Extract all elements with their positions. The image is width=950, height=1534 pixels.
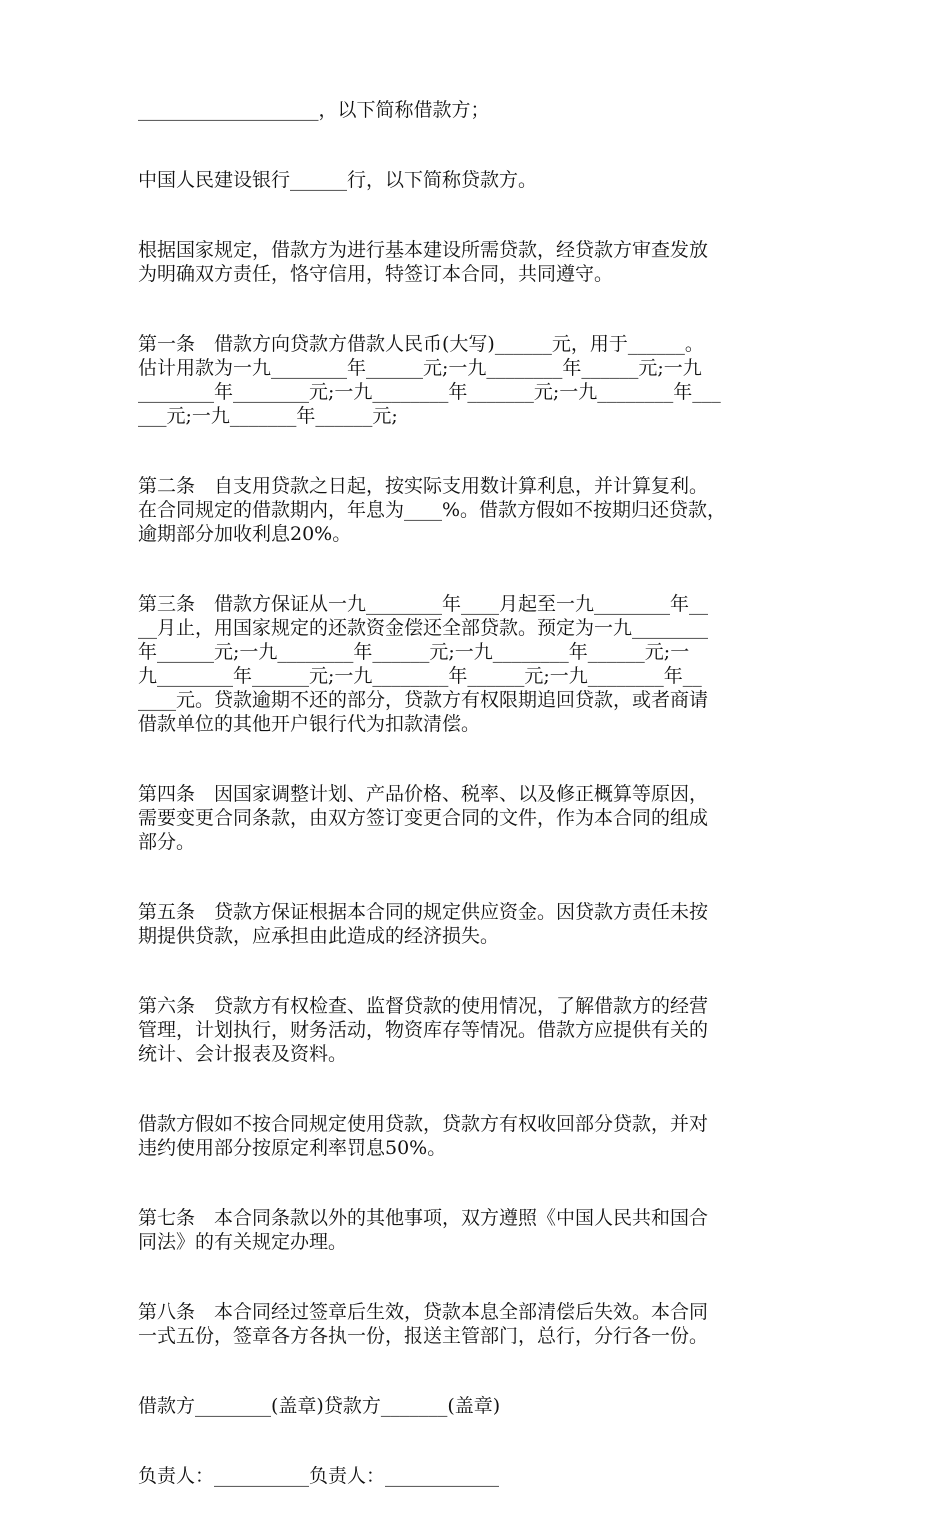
text-line: 部分。 xyxy=(138,831,196,853)
article-5 xyxy=(138,900,828,948)
text-line: ___元;一九_______年______元; xyxy=(138,405,398,427)
borrower-intro xyxy=(138,98,828,122)
responsible-person-line xyxy=(138,1464,828,1488)
preamble xyxy=(138,238,828,286)
article-2 xyxy=(138,474,828,546)
text-line: __月止，用国家规定的还款资金偿还全部贷款。预定为一九________ xyxy=(138,617,709,639)
article-1 xyxy=(138,332,828,428)
text-line: 借款单位的其他开户银行代为扣款清偿。 xyxy=(138,713,481,735)
text-line: ____元。贷款逾期不还的部分，贷款方有权限期追回贷款，或者商请 xyxy=(138,689,709,711)
text-line: 第二条 自支用贷款之日起，按实际支用数计算利息，并计算复利。 xyxy=(138,475,709,497)
text-line: 第七条 本合同条款以外的其他事项，双方遵照《中国人民共和国合 xyxy=(138,1207,709,1229)
text-line: 第五条 贷款方保证根据本合同的规定供应资金。因贷款方责任未按 xyxy=(138,901,709,923)
text-line: 第六条 贷款方有权检查、监督贷款的使用情况，了解借款方的经营 xyxy=(138,995,709,1017)
text-line: 统计、会计报表及资料。 xyxy=(138,1043,348,1065)
text-line: ________年________元;一九________年_______元;一九________年___ xyxy=(138,381,721,403)
text-line: 借款方________(盖章)贷款方_______(盖章) xyxy=(138,1395,501,1417)
text-line: 借款方假如不按合同规定使用贷款，贷款方有权收回部分贷款，并对 xyxy=(138,1113,709,1135)
text-line: 需要变更合同条款，由双方签订变更合同的文件，作为本合同的组成 xyxy=(138,807,709,829)
text-line: 在合同规定的借款期内，年息为____%。借款方假如不按期归还贷款， xyxy=(138,499,727,521)
text-line: 根据国家规定，借款方为进行基本建设所需贷款，经贷款方审查发放 xyxy=(138,239,709,261)
article-6 xyxy=(138,994,828,1066)
article-4 xyxy=(138,782,828,854)
text-line: 年______元;一九________年______元;一九________年______元;一 xyxy=(138,641,690,663)
text-line: ___________________，以下简称借款方； xyxy=(138,99,490,121)
text-line: 违约使用部分按原定利率罚息50%。 xyxy=(138,1137,447,1159)
article-3 xyxy=(138,592,828,736)
text-line: 估计用款为一九________年______元;一九________年______元;一九 xyxy=(138,357,702,379)
text-line: 同法》的有关规定办理。 xyxy=(138,1231,348,1253)
signature-line xyxy=(138,1394,828,1418)
text-line: 负责人：__________负责人：____________ xyxy=(138,1465,500,1487)
document-page xyxy=(138,98,828,1534)
lender-intro xyxy=(138,168,828,192)
text-line: 第四条 因国家调整计划、产品价格、税率、以及修正概算等原因， xyxy=(138,783,709,805)
text-line: 一式五份，签章各方各执一份，报送主管部门，总行，分行各一份。 xyxy=(138,1325,709,1347)
text-line: 九________年______元;一九________年______元;一九________年__ xyxy=(138,665,702,687)
text-line: 中国人民建设银行______行，以下简称贷款方。 xyxy=(138,169,538,191)
text-line: 期提供贷款，应承担由此造成的经济损失。 xyxy=(138,925,500,947)
text-line: 为明确双方责任，恪守信用，特签订本合同，共同遵守。 xyxy=(138,263,614,285)
text-line: 逾期部分加收利息20%。 xyxy=(138,523,352,545)
text-line: 管理，计划执行，财务活动，物资库存等情况。借款方应提供有关的 xyxy=(138,1019,709,1041)
text-line: 第八条 本合同经过签章后生效，贷款本息全部清偿后失效。本合同 xyxy=(138,1301,709,1323)
article-8 xyxy=(138,1300,828,1348)
article-7 xyxy=(138,1206,828,1254)
text-line: 第一条 借款方向贷款方借款人民币(大写)______元，用于______。 xyxy=(138,333,704,355)
text-line: 第三条 借款方保证从一九________年____月起至一九________年__ xyxy=(138,593,709,615)
misuse-clause xyxy=(138,1112,828,1160)
